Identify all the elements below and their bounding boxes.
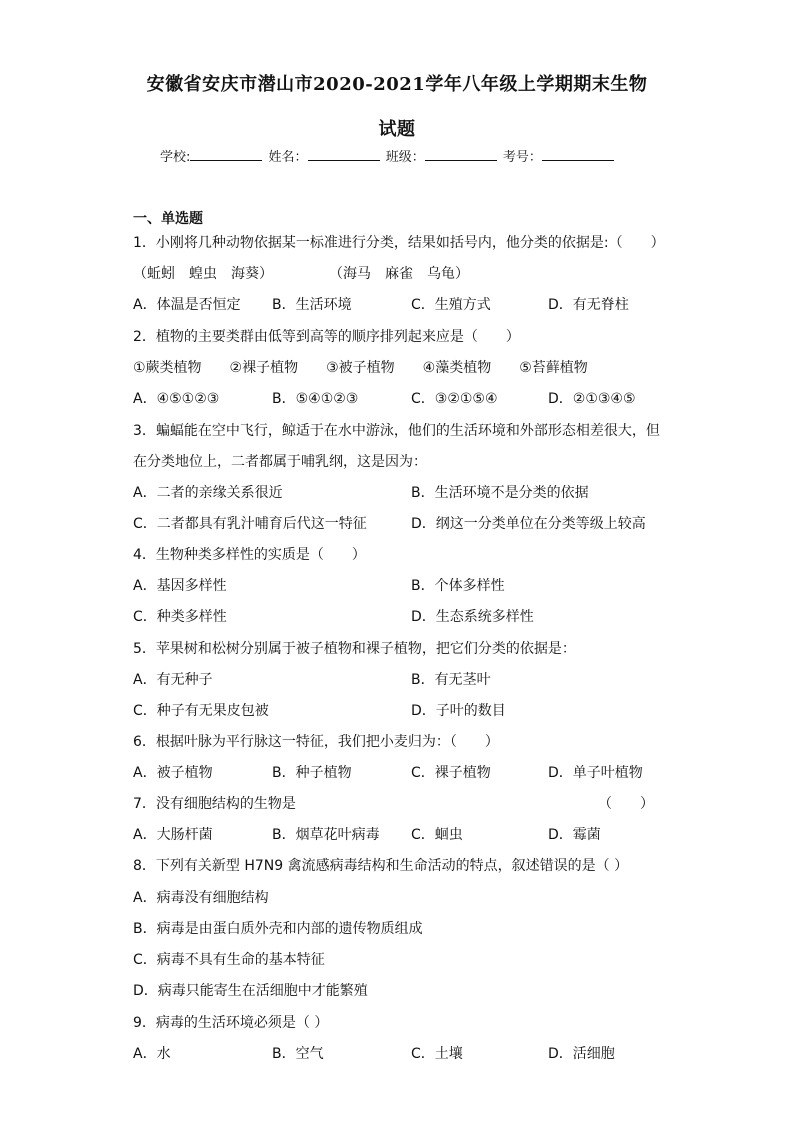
question-6-option-a[interactable]: A．被子植物 [133, 765, 213, 781]
question-8-option-c[interactable]: C．病毒不具有生命的基本特征 [133, 952, 325, 968]
question-7-answer-bracket: （ ） [598, 796, 654, 812]
question-5-option-c[interactable]: C．种子有无果皮包被 [133, 703, 269, 719]
question-8-stem: 8．下列有关新型 H7N9 禽流感病毒结构和生命活动的特点，叙述错误的是（ ） [133, 858, 629, 874]
name-label: 姓名： [268, 150, 308, 165]
question-5-option-a[interactable]: A．有无种子 [133, 672, 213, 688]
question-2-option-c[interactable]: C．③②①⑤④ [411, 391, 498, 407]
page-title: 安徽省安庆市潜山市2020-2021学年八年级上学期期末生物 [146, 74, 648, 95]
question-3-stem: 3．蝙蝠能在空中飞行，鲸适于在水中游泳，他们的生活环境和外部形态相差很大，但 [133, 423, 660, 439]
question-8-option-a[interactable]: A．病毒没有细胞结构 [133, 890, 269, 906]
question-4-option-c[interactable]: C．种类多样性 [133, 609, 227, 625]
question-2-option-a[interactable]: A．④⑤①②③ [133, 391, 220, 407]
exam-no-label: 考号： [502, 150, 542, 165]
question-2-option-b[interactable]: B．⑤④①②③ [272, 391, 359, 407]
question-3-option-a[interactable]: A．二者的亲缘关系很近 [133, 485, 283, 501]
question-1-stem: 1．小刚将几种动物依据某一标准进行分类，结果如括号内，他分类的依据是:（ ） [133, 235, 665, 251]
question-5-option-b[interactable]: B．有无茎叶 [411, 672, 491, 688]
question-1-option-d[interactable]: D．有无脊柱 [548, 297, 629, 313]
question-9-option-b[interactable]: B．空气 [272, 1046, 324, 1062]
school-label: 学校: [160, 150, 191, 165]
question-3-stem-cont: 在分类地位上，二者都属于哺乳纲，这是因为： [133, 454, 427, 470]
question-4-option-b[interactable]: B．个体多样性 [411, 578, 505, 594]
question-6-stem: 6．根据叶脉为平行脉这一特征，我们把小麦归为：（ ） [133, 734, 499, 750]
question-1-option-c[interactable]: C．生殖方式 [411, 297, 491, 313]
question-4-option-a[interactable]: A．基因多样性 [133, 578, 227, 594]
page-title-line2: 试题 [378, 119, 416, 140]
question-6-option-d[interactable]: D．单子叶植物 [548, 765, 643, 781]
question-9-option-a[interactable]: A．水 [133, 1046, 171, 1062]
question-9-option-c[interactable]: C．土壤 [411, 1046, 463, 1062]
question-1-option-b[interactable]: B．生活环境 [272, 297, 352, 313]
question-1-groups: （蚯蚓 蝗虫 海葵） （海马 麻雀 乌龟） [133, 266, 469, 282]
question-7-option-b[interactable]: B．烟草花叶病毒 [272, 827, 380, 843]
question-3-option-d[interactable]: D．纲这一分类单位在分类等级上较高 [411, 516, 646, 532]
question-1-option-a[interactable]: A．体温是否恒定 [133, 297, 241, 313]
question-4-stem: 4．生物种类多样性的实质是（ ） [133, 547, 366, 563]
question-9-option-d[interactable]: D．活细胞 [548, 1046, 615, 1062]
question-3-option-b[interactable]: B．生活环境不是分类的依据 [411, 485, 589, 501]
question-5-option-d[interactable]: D．子叶的数目 [411, 703, 506, 719]
question-8-option-b[interactable]: B．病毒是由蛋白质外壳和内部的遗传物质组成 [133, 921, 423, 937]
question-6-option-c[interactable]: C．裸子植物 [411, 765, 491, 781]
question-5-stem: 5．苹果树和松树分别属于被子植物和裸子植物，把它们分类的依据是： [133, 641, 576, 657]
student-info-row [160, 146, 680, 165]
question-8-option-d[interactable]: D．病毒只能寄生在活细胞中才能繁殖 [133, 983, 368, 999]
class-field[interactable] [425, 148, 497, 161]
question-7-option-a[interactable]: A．大肠杆菌 [133, 827, 213, 843]
question-7-option-d[interactable]: D．霉菌 [548, 827, 601, 843]
class-label: 班级： [385, 150, 425, 165]
question-4-option-d[interactable]: D．生态系统多样性 [411, 609, 534, 625]
school-field[interactable] [190, 148, 262, 161]
section-heading: 一、单选题 [133, 211, 203, 227]
exam-no-field[interactable] [542, 148, 614, 161]
question-2-items: ①蕨类植物 ②裸子植物 ③被子植物 ④藻类植物 ⑤苔藓植物 [133, 360, 588, 376]
question-9-stem: 9．病毒的生活环境必须是（ ） [133, 1015, 329, 1031]
question-3-option-c[interactable]: C．二者都具有乳汁哺育后代这一特征 [133, 516, 367, 532]
question-7-stem: 7．没有细胞结构的生物是 [133, 796, 296, 812]
question-6-option-b[interactable]: B．种子植物 [272, 765, 352, 781]
question-7-option-c[interactable]: C．蛔虫 [411, 827, 463, 843]
question-2-option-d[interactable]: D．②①③④⑤ [548, 391, 636, 407]
name-field[interactable] [308, 148, 380, 161]
question-2-stem: 2．植物的主要类群由低等到高等的顺序排列起来应是（ ） [133, 329, 520, 345]
